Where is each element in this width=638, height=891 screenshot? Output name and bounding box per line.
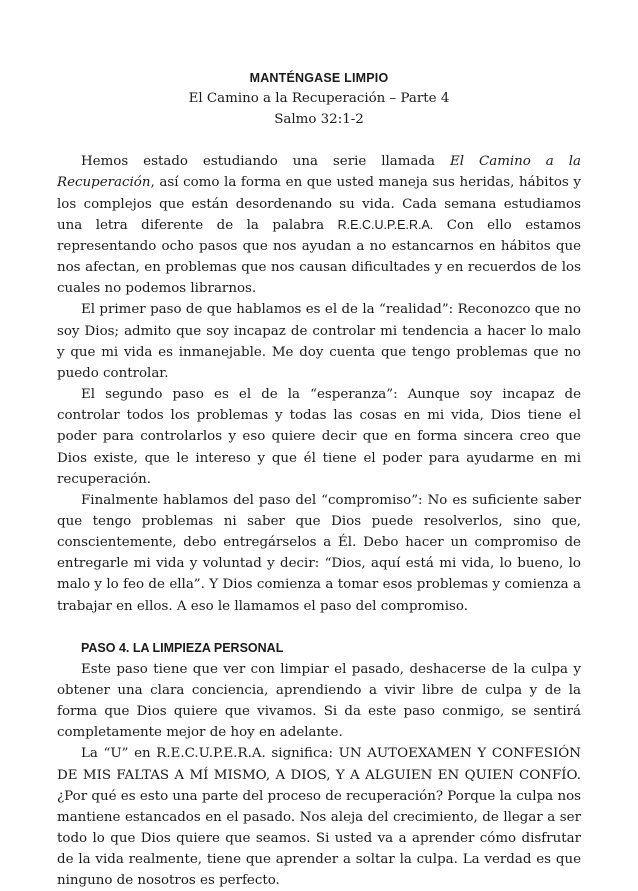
paragraph-step-intro: Este paso tiene que ver con limpiar el pasado, deshacerse de la culpa y obtener una clara conciencia, aprendiendo a vivir libre de culpa y de la forma que Dios quiere que vivamos. Si da este paso conmigo, se sentirá completamente mejor de hoy en adelante. <box>57 661 581 741</box>
spacer <box>57 617 581 638</box>
page-title: MANTÉNGASE LIMPIO <box>249 71 389 85</box>
paragraph-realidad: El primer paso de que hablamos es el de la “realidad”: Reconozco que no soy Dios; admito que soy incapaz de controlar mi tendencia a hacer lo malo y que mi vida es inmanejable. Me doy cuenta que tengo problemas que no puedo controlar. <box>57 302 581 381</box>
intro-text-end: Con ello estamos representando ocho pasos que nos ayudan a no estancarnos en hábitos que nos afectan, en problemas que nos causan dificultades y en recuerdos de los cuales no podemos librarnos. <box>57 217 582 297</box>
paragraph-u-meaning: La “U” en R.E.C.U.P.E.R.A. significa: UN AUTOEXAMEN Y CONFESIÓN DE MIS FALTAS A MÍ MISMO, A DIOS, Y A ALGUIEN EN QUIEN CONFÍO. ¿Por qué es esto una parte del proceso de recuperación? Porque la culpa nos mantiene estancados en el pasado. Nos aleja del crecimiento, de llegar a ser todo lo que Dios quiere que seamos. Si usted va a aprender cómo disfrutar de la vida realmente, tiene que aprender a soltar la culpa. La verdad es que ninguno de nosotros es perfecto. <box>57 746 581 889</box>
paragraph-compromiso: Finalmente hablamos del paso del “compromiso”: No es suficiente saber que tengo problemas ni saber que Dios puede resolverlos, sino que, conscientemente, debo entregárselos a Él. Debo hacer un compromiso de entregarle mi vida y voluntad y decir: “Dios, aquí está mi vida, lo bueno, lo malo y lo feo de ella”. Y Dios comienza a tomar esos problemas y comienza a trabajar en ellos. A eso le llamamos el paso del compromiso. <box>57 492 581 614</box>
spacer <box>57 130 581 151</box>
series-title: El Camino a la Recuperación <box>57 154 581 191</box>
intro-text-mid: , así como la forma en que usted maneja sus heridas, hábitos y los complejos que están desordenando su vida. Cada semana estudiamos una letra diferente de la palabra <box>57 175 581 233</box>
paragraph-esperanza: El segundo paso es el de la “esperanza”: Aunque soy incapaz de controlar todos los problemas y todas las cosas en mi vida, Dios tiene el poder para controlarlos y eso quiere decir que en forma sincera creo que Dios existe, que le intereso y que él tiene el poder para ayudarme en mi recuperación. <box>57 387 581 487</box>
page-subtitle: El Camino a la Recuperación – Parte 4 <box>188 91 450 106</box>
section-heading: PASO 4. LA LIMPIEZA PERSONAL <box>81 640 284 655</box>
scripture-reference: Salmo 32:1-2 <box>274 112 364 128</box>
document-body <box>57 68 581 891</box>
paragraph-intro <box>57 151 581 299</box>
acronym: R.E.C.U.P.E.R.A. <box>337 217 434 232</box>
intro-text-start: Hemos estado estudiando una serie llamada <box>81 154 450 170</box>
